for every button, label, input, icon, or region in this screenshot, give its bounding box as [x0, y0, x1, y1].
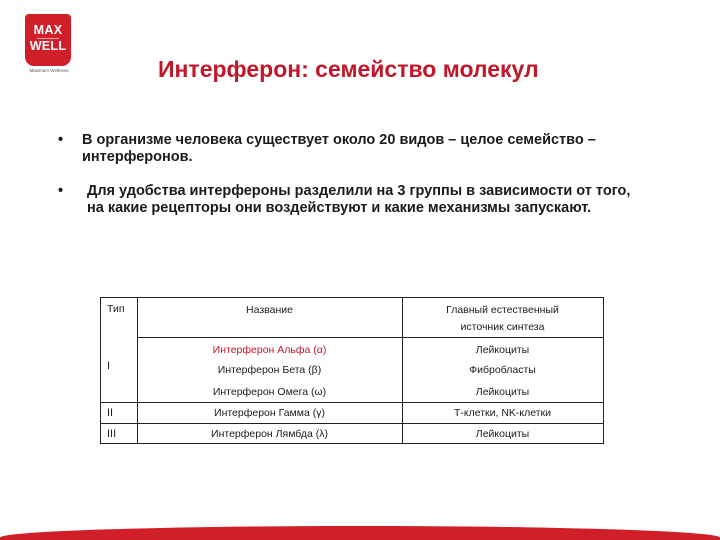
- bullet-text: [82, 132, 692, 165]
- row-name: Интерферон Альфа (α): [212, 344, 327, 356]
- row-source: Лейкоциты: [475, 344, 530, 356]
- logo-text-max: MAX: [33, 23, 63, 37]
- row-source: Лейкоциты: [475, 428, 530, 440]
- row-divider: [101, 423, 603, 424]
- row-source: Т-клетки, NK-клетки: [453, 407, 552, 419]
- bullet-text: [87, 183, 697, 216]
- bullet-marker: •: [58, 132, 64, 148]
- bullet-text-line: на какие рецепторы они воздействуют и какие механизмы запускают.: [87, 199, 592, 216]
- interferon-table: [100, 297, 604, 444]
- row-name: Интерферон Гамма (γ): [214, 407, 325, 419]
- footer-accent-bar: [0, 526, 720, 540]
- header-source-line-2: источник синтеза: [460, 321, 545, 333]
- row-divider: [101, 402, 603, 403]
- row-source: Фибробласты: [469, 364, 536, 376]
- header-name: Название: [246, 304, 293, 316]
- bullet-text-line: интерферонов.: [82, 148, 193, 165]
- slide-title: Интерферон: семейство молекул: [158, 56, 539, 82]
- bullet-marker: •: [58, 183, 64, 199]
- logo-text-well: WELL: [29, 39, 67, 53]
- maxwell-logo: [22, 14, 76, 72]
- row-name: Интерферон Омега (ω): [212, 386, 327, 398]
- logo-tagline: Maximum Wellness: [29, 68, 69, 73]
- row-type: II: [107, 407, 114, 419]
- logo-badge: [25, 14, 71, 66]
- header-type: Тип: [107, 303, 125, 315]
- row-type: III: [107, 428, 117, 440]
- row-name: Интерферон Бета (β): [217, 364, 322, 376]
- row-divider: [137, 337, 603, 338]
- row-source: Лейкоциты: [475, 386, 530, 398]
- bullet-text-line: Для удобства интерфероны разделили на 3 группы в зависимости от того,: [87, 183, 631, 199]
- row-name: Интерферон Лямбда (λ): [211, 428, 328, 440]
- bullet-text-line: В организме человека существует около 20 видов – целое семейство –: [82, 132, 596, 148]
- row-type: I: [107, 360, 111, 372]
- header-source-line-1: Главный естественный: [446, 304, 559, 316]
